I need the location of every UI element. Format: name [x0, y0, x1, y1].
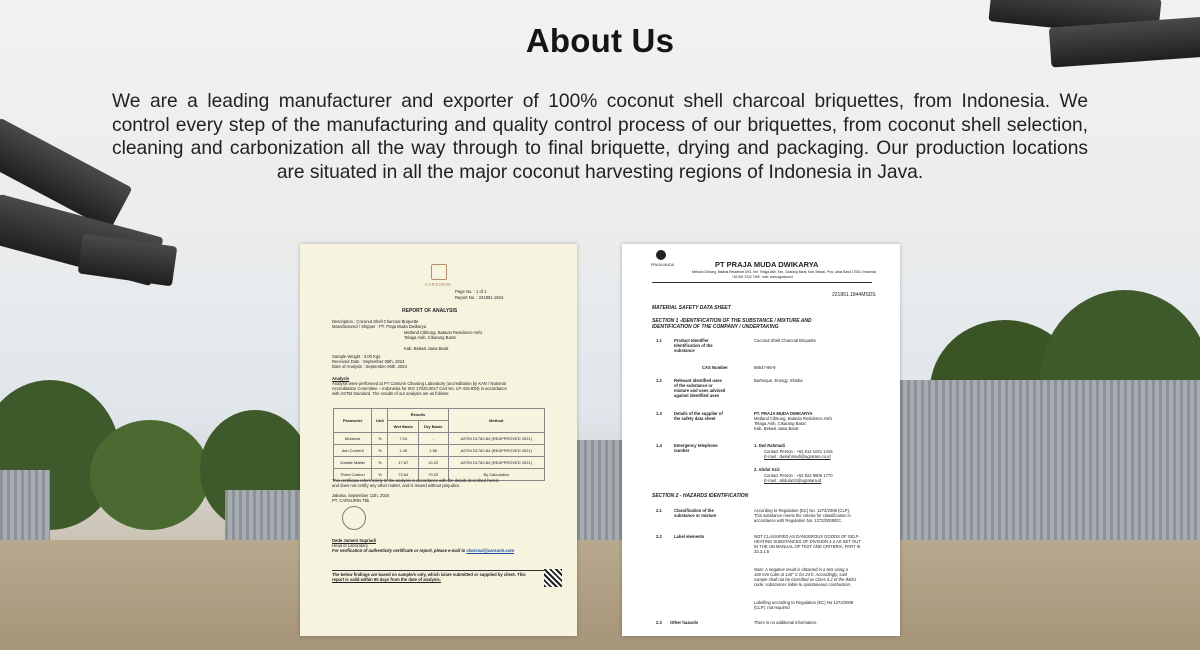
section-1-heading: SECTION 1 -IDENTIFICATION OF THE SUBSTANCE / MIXTURE AND [652, 318, 812, 324]
table-cell: ASTM D1762-84 (REAPPROVED 2021) [448, 457, 545, 469]
row-value: According to Regulation (EC) No. 1272/2008 (CLP), [754, 508, 851, 513]
row-number: 2.3 [656, 620, 662, 625]
row-label: substance or mixture [674, 513, 717, 518]
table-row [334, 457, 545, 469]
row-note: sample shall not be classified as Class 4.2 of the IMDG [754, 577, 857, 582]
row-label: of the substance or [674, 383, 713, 388]
footer-note: The below findings are based on sample/s only, which is/are submitted or supplied by client. This [332, 572, 526, 577]
report-address-line: Kab. Bekasi Jawa Barat [404, 346, 449, 351]
shed [577, 440, 622, 540]
carsurin-logo-icon [431, 264, 447, 280]
table-cell: Ash Content [334, 445, 372, 457]
section-2-heading: SECTION 2 - HAZARDS IDENTIFICATION [652, 493, 749, 499]
table-header: Method [448, 409, 545, 433]
row-label: substance [674, 348, 695, 353]
intro-paragraph: We are a leading manufacturer and exporter of 100% coconut shell charcoal briquettes, from Indonesia. We control every step of the manufacturing and quality control process of our briquettes, from coconut shell selection, cleaning and carbonization all the way through to final briquette, drying and packaging. Our production locations are situated in all the major coconut harvesting regions of Indonesia in Java. [112, 91, 1088, 183]
verification-email-link[interactable]: charcoal@carsurin.com [466, 548, 515, 553]
verification-note [332, 548, 514, 553]
report-analysis-date: Date of Analysis : September 06th, 2024 [332, 364, 407, 369]
row-value: Coconut Shell Charcoal Briquette [754, 338, 816, 343]
row-value: Metland Cibitung, Batavia Residence A9/1 [754, 416, 833, 421]
row-number: 1.3 [656, 411, 662, 416]
shed [225, 490, 300, 540]
table-cell: 19.22 [418, 457, 448, 469]
report-description: Description : Coconut Shell Charcoal Briquette [332, 319, 419, 324]
report-title: REPORT OF ANALYSIS [402, 308, 458, 314]
certificate-note: This certificate refers solely to the analysis in accordance with the details described herein [332, 478, 499, 483]
report-received-date: Received Date : September 05th, 2024 [332, 359, 405, 364]
msds-company: PT PRAJA MUDA DWIKARYA [715, 260, 819, 269]
issuing-company: PT. CARSURIN Tbk [332, 498, 370, 503]
msds-address: Metland Cibitung, Batavia Residence A9/1, Kel. Telaga Asih, Kec. Cikarang Barat, Kab. Bekasi, Prov. Jawa Barat 17530, Indonesia [692, 270, 877, 274]
tree [90, 420, 210, 530]
table-cell: 17.87 [388, 457, 418, 469]
place-date: Jakarta, September 11th, 2024 [332, 493, 390, 498]
table-header: Parameter [334, 409, 372, 433]
row-label: CAS Number [702, 365, 728, 370]
certificate-note: and does not certify any other matter, and is issued without prejudice. [332, 483, 461, 488]
section-1-heading: IDENTIFICATION OF THE COMPANY / UNDERTAKING [652, 324, 779, 330]
table-row [334, 433, 545, 445]
row-label: Relevant identified uses [674, 378, 722, 383]
row-label: the safety data sheet [674, 416, 716, 421]
msds-contact: +62 851 2330 7465 · web: www.agratara.id [732, 275, 793, 279]
row-note: 100 mm cube at 140° C for 24 h. Accordingly, said [754, 572, 847, 577]
analysis-heading: Analysis [332, 376, 350, 381]
analysis-text: Accreditation Committee – Indonesia for ISO 17025:2017 Cert No. LP-415-IDN) in accordance [332, 386, 507, 391]
report-address-line: Telaga Asih, Cikarang Barat [404, 335, 456, 340]
row-number: 1.1 [656, 338, 662, 343]
row-number: 1.2 [656, 378, 662, 383]
table-cell: 79.22 [418, 469, 448, 481]
row-label: Emergency telephone [674, 443, 718, 448]
shed [0, 470, 50, 540]
table-header: Wet Basis [388, 421, 418, 433]
msds-document-number: 221861.1844MSDS [832, 292, 876, 298]
row-value: 33.3.1.6 [754, 549, 770, 554]
contact-email-link[interactable]: E-mail : dwirahmadi@agratara.co.id [764, 454, 831, 459]
report-number: Report No. : 241861.1844 [455, 295, 504, 300]
footer-note: report is valid within 90 days from the date of analysis. [332, 577, 441, 582]
row-value: HEATING SUBSTANCES OF DIVISION 4.2 AS SET OUT [754, 539, 861, 544]
table-cell: Volatile Matter [334, 457, 372, 469]
row-value: accordance with Regulation No. 1272/2008/EC. [754, 518, 843, 523]
report-page-no: Page No. : 1 of 1 [455, 289, 487, 294]
divider [652, 282, 872, 283]
row-label: number [674, 448, 690, 453]
table-cell: % [372, 457, 388, 469]
qr-code-icon [544, 569, 562, 587]
table-cell: 7.04 [388, 433, 418, 445]
table-cell: % [372, 445, 388, 457]
signer-name: Dede Jumeni Supriadi [332, 538, 376, 543]
table-cell: 1.56 [418, 445, 448, 457]
row-label: Details of the supplier of [674, 411, 723, 416]
contact-name: 1. Dwi Rahmadi [754, 443, 785, 448]
praja-muda-logo-icon [656, 250, 666, 260]
table-header: Unit [372, 409, 388, 433]
row-value: Barbeque, Energy, Shisha [754, 378, 803, 383]
row-note: Note: A negative result is obtained in a test using a [754, 567, 848, 572]
row-value: 68647-86-9 [754, 365, 776, 370]
contact-phone: Contact Person : +62 822 9806 1770 [764, 473, 833, 478]
row-label: Classification of the [674, 508, 714, 513]
row-label: against identified uses [674, 393, 720, 398]
table-cell: ASTM D1762-84 (REAPPROVED 2021) [448, 433, 545, 445]
row-value: There is no additional information. [754, 620, 818, 625]
table-header: Results [388, 409, 448, 421]
analysis-text: with ASTM Standard. The results of our analysis are as follows: [332, 391, 450, 396]
row-number: 1.4 [656, 443, 662, 448]
row-label: Other hazards [670, 620, 699, 625]
report-sample-weight: Sample Weight : 3.00 Kgs [332, 354, 381, 359]
table-cell: 73.64 [388, 469, 418, 481]
msds-logo-text: PRAJA MUDA [651, 263, 674, 267]
table-cell: By Calculation [448, 469, 545, 481]
ground [0, 540, 1200, 650]
table-cell: ASTM D1762-84 (REAPPROVED 2021) [448, 445, 545, 457]
divider [332, 570, 544, 571]
table-cell: Moisture [334, 433, 372, 445]
report-of-analysis-document[interactable] [300, 244, 577, 636]
table-header: Dry Basis [418, 421, 448, 433]
msds-title: MATERIAL SAFETY DATA SHEET [652, 305, 731, 311]
row-value: Kab. Bekasi Jawa Barat [754, 426, 799, 431]
table-cell: % [372, 433, 388, 445]
row-value: IN THE UN MANUAL OF TEST AND CRITERIA, PART III [754, 544, 861, 549]
msds-document[interactable] [622, 244, 900, 636]
contact-email-link[interactable]: E-mail : abdulaziz@agratara.id [764, 478, 822, 483]
row-value: NOT CLASSIFIED AS DANGEROUS GOODS OF SELF- [754, 534, 860, 539]
row-value: (CLP): not required [754, 605, 790, 610]
table-cell: 1.45 [388, 445, 418, 457]
report-brand: CARSURIN [425, 282, 451, 287]
table-cell: - [418, 433, 448, 445]
signer-title: Head of Laboratory [332, 543, 368, 548]
stamp-icon [342, 506, 366, 530]
contact-name: 2. Abdul Aziz [754, 467, 780, 472]
row-label: mixture and uses advised [674, 388, 726, 393]
row-label: Label elements [674, 534, 705, 539]
row-label: Identification of the [674, 343, 713, 348]
contact-phone: Contact Person : +62 812 1041 1415 [764, 449, 833, 454]
row-number: 2.1 [656, 508, 662, 513]
results-table [333, 408, 545, 481]
row-note: code; substances liable to spontaneous combustion. [754, 582, 852, 587]
row-value: This substance meets the criteria for classification in [754, 513, 851, 518]
row-value: PT. PRAJA MUDA DWIKARYA [754, 411, 813, 416]
table-row [334, 445, 545, 457]
row-value: Labelling according to Regulation (EC) No 1272/2008 [754, 600, 854, 605]
report-address-line: Metland Cibitung, Batavia Residence A9/1 [404, 330, 483, 335]
table-cell: Fixed Carbon [334, 469, 372, 481]
table-cell: % [372, 469, 388, 481]
analysis-text: Analysis were performed at PT Carsurin Cikarang Laboratory (accreditation by KAN / National [332, 381, 506, 386]
row-number: 2.2 [656, 534, 662, 539]
verification-text: For verification of authenticity certificate or report, please e-mail to [332, 548, 466, 553]
row-label: Product Identifier [674, 338, 709, 343]
row-value: Telaga Asih, Cikarang Barat [754, 421, 806, 426]
page-title: About Us [525, 22, 675, 59]
report-manufacturer: Manufactured / Shipper : PT. Praja Muda Dwikarya [332, 324, 427, 329]
